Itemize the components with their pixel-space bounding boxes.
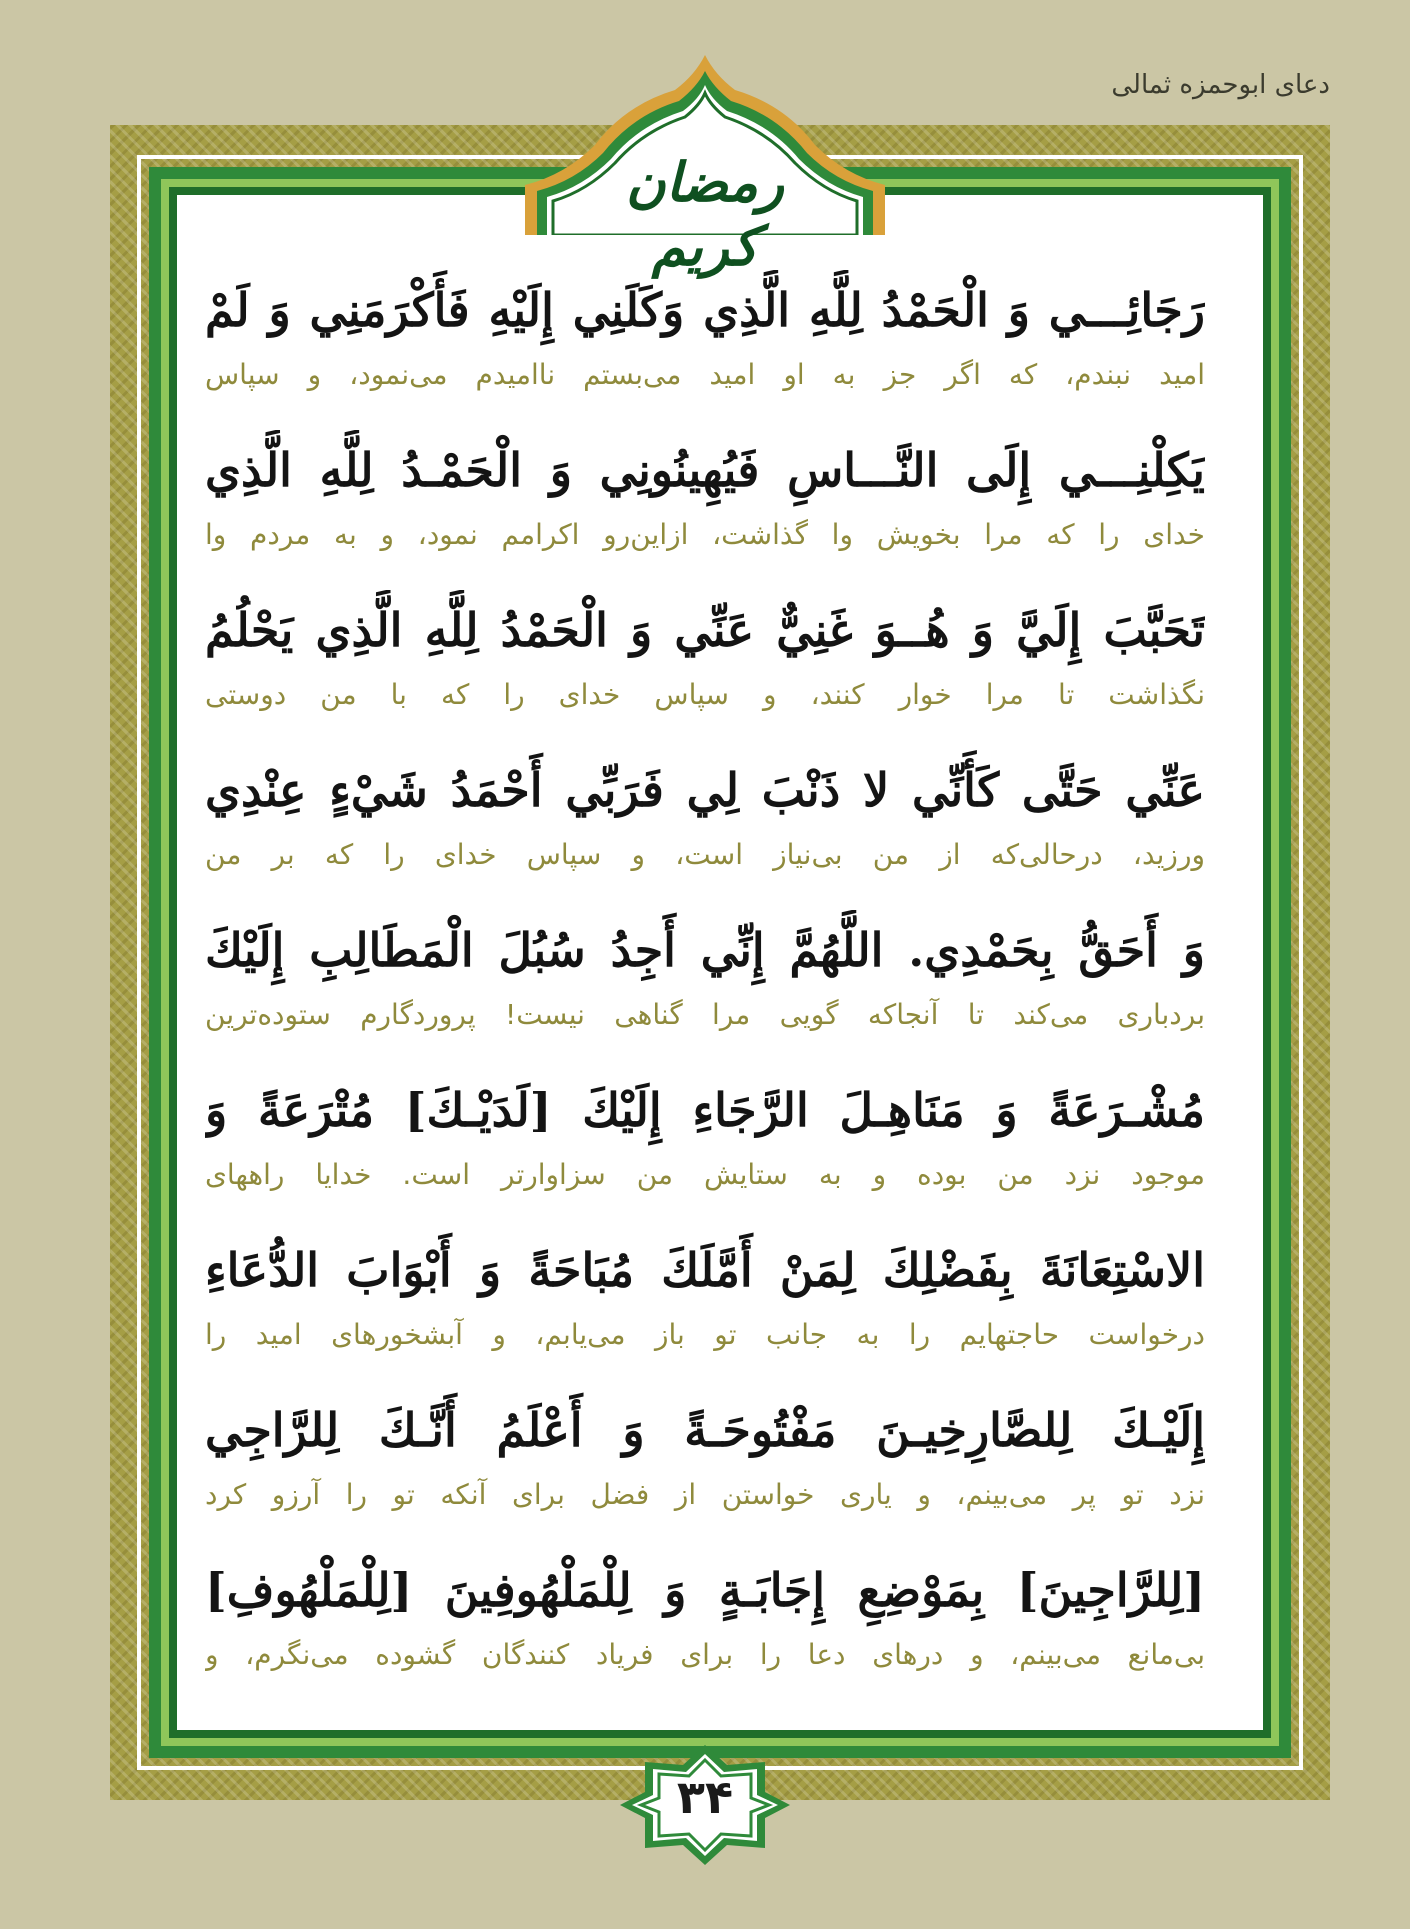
persian-translation-line: بی‌مانع می‌بینم، و درهای دعا را برای فریاد کنندگان گشوده می‌نگرم، و	[205, 1638, 1205, 1671]
arabic-verse-line: مُشْـرَعَةً وَ مَنَاهِـلَ الرَّجَاءِ إِلَيْكَ [لَدَيْـكَ] مُتْرَعَةً وَ	[205, 1083, 1205, 1137]
running-header-title: دعای ابوحمزه ثمالی	[1111, 70, 1330, 100]
verse-stanza	[205, 430, 1205, 560]
verse-stanza	[205, 1230, 1205, 1360]
arabic-verse-line: [لِلرَّاجِينَ] بِمَوْضِعِ إِجَابَـةٍ وَ لِلْمَلْهُوفِينَ [لِلْمَلْهُوفِ]	[205, 1563, 1205, 1617]
prayer-text-block	[205, 270, 1205, 1710]
verse-stanza	[205, 590, 1205, 720]
verse-stanza	[205, 1390, 1205, 1520]
persian-translation-line: بردباری می‌کند تا آنجاکه گویی مرا گناهی نیست! پروردگارم ستوده‌ترین	[205, 998, 1205, 1031]
verse-stanza	[205, 270, 1205, 400]
persian-translation-line: امید نبندم، که اگر جز به او امید می‌بستم ناامیدم می‌نمود، و سپاس	[205, 358, 1205, 391]
arabic-verse-line: يَكِلْنِـــي إِلَى النَّـــاسِ فَيُهِينُونِي وَ الْحَمْـدُ لِلَّهِ الَّذِي	[205, 443, 1205, 497]
arabic-verse-line: عَنِّي حَتَّى كَأَنِّي لا ذَنْبَ لِي فَرَبِّي أَحْمَدُ شَيْءٍ عِنْدِي	[205, 763, 1205, 817]
arabic-verse-line: إِلَيْـكَ لِلصَّارِخِيـنَ مَفْتُوحَـةً وَ أَعْلَمُ أَنَّـكَ لِلرَّاجِي	[205, 1403, 1205, 1457]
persian-translation-line: درخواست حاجتهایم را به جانب تو باز می‌یابم، و آبشخورهای امید را	[205, 1318, 1205, 1351]
persian-translation-line: نزد تو پر می‌بینم، و یاری خواستن از فضل برای آنکه تو را آرزو کرد	[205, 1478, 1205, 1511]
persian-translation-line: موجود نزد من بوده و به ستایش من سزاوارتر است. خدایا راههای	[205, 1158, 1205, 1191]
arabic-verse-line: تَحَبَّبَ إِلَيَّ وَ هُــوَ غَنِيٌّ عَنِّي وَ الْحَمْدُ لِلَّهِ الَّذِي يَحْلُمُ	[205, 603, 1205, 657]
arabic-verse-line: رَجَائِـــي وَ الْحَمْدُ لِلَّهِ الَّذِي وَكَلَنِي إِلَيْهِ فَأَكْرَمَنِي وَ لَمْ	[205, 283, 1205, 337]
persian-translation-line: خدای را که مرا بخویش وا گذاشت، ازاین‌رو اکرامم نمود، و به مردم وا	[205, 518, 1205, 551]
page-number: ۳۴	[676, 1770, 734, 1824]
ramadan-kareem-calligraphy: رمضان کریم	[626, 150, 784, 278]
verse-stanza	[205, 910, 1205, 1040]
verse-stanza	[205, 1070, 1205, 1200]
arabic-verse-line: وَ أَحَقُّ بِحَمْدِي. اللَّهُمَّ إِنِّي أَجِدُ سُبُلَ الْمَطَالِبِ إِلَيْكَ	[205, 923, 1205, 977]
persian-translation-line: ورزید، درحالی‌که از من بی‌نیاز است، و سپاس خدای را که بر من	[205, 838, 1205, 871]
verse-stanza	[205, 750, 1205, 880]
persian-translation-line: نگذاشت تا مرا خوار کنند، و سپاس خدای را که با من دوستی	[205, 678, 1205, 711]
arabic-verse-line: الاسْتِعَانَةَ بِفَضْلِكَ لِمَنْ أَمَّلَكَ مُبَاحَةً وَ أَبْوَابَ الدُّعَاءِ	[205, 1243, 1205, 1297]
verse-stanza	[205, 1550, 1205, 1680]
